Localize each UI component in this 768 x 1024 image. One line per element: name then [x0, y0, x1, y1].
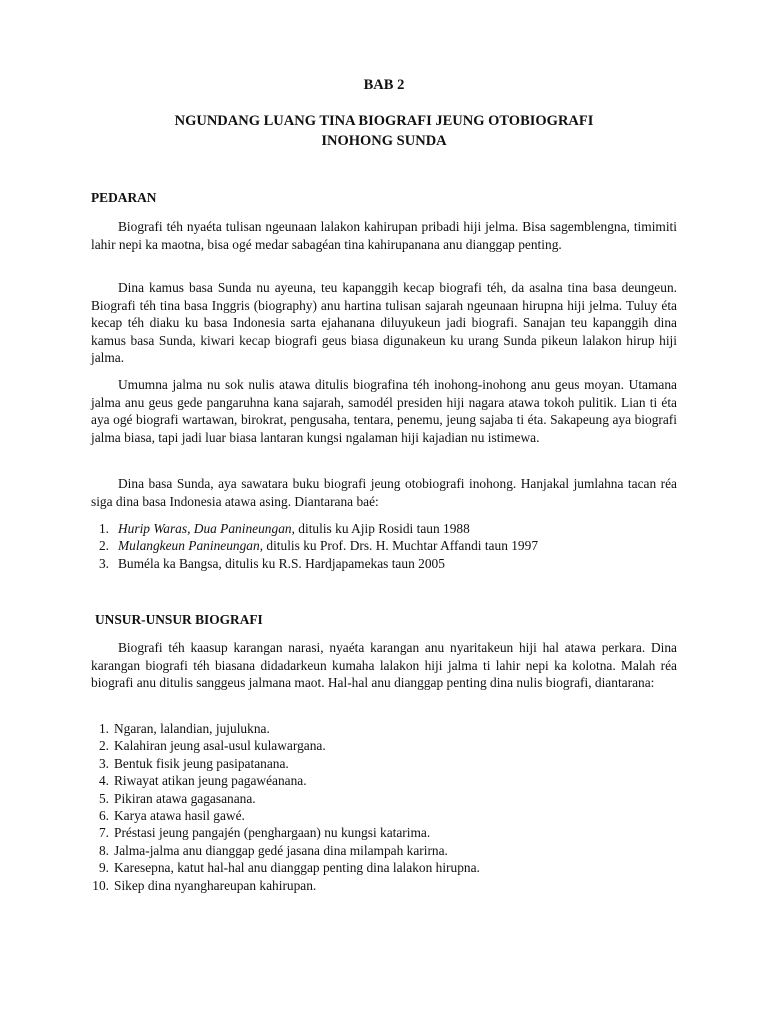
list-item: 10. Sikep dina nyanghareupan kahirupan.	[92, 877, 317, 893]
element-list	[87, 720, 673, 894]
list-item: 7. Préstasi jeung pangajén (penghargaan) nu kungsi katarima.	[98, 825, 431, 841]
book-title: Hurip Waras, Dua Panineungan	[118, 521, 292, 536]
chapter-title	[0, 111, 768, 151]
list-item: 1. Hurip Waras, Dua Panineungan, ditulis ku Ajip Rosidi taun 1988	[98, 521, 470, 536]
list-item: 2. Mulangkeun Panineungan, ditulis ku Prof. Drs. H. Muchtar Affandi taun 1997	[98, 538, 539, 554]
paragraph-3: Umumna jalma nu sok nulis atawa ditulis biografina téh inohong-inohong anu geus moyan. Utamana jalma anu geus gede pangaruhna kana sajarah, samodél presiden hiji nagara atawa tokoh pulitik. Lian ti éta aya ogé biografi wartawan, birokrat, pengusaha, tentara, penemu, jeung sajaba ti éta. Sakapeung aya biografi jalma biasa, tapi jadi luar biasa lantaran kungsi ngalaman hiji kajadian nu istimewa.	[91, 377, 677, 445]
chapter-title-line-1: NGUNDANG LUANG TINA BIOGRAFI JEUNG OTOBIOGRAFI	[174, 113, 594, 129]
list-item: 5. Pikiran atawa gagasanana.	[98, 790, 256, 806]
list-item: 3. Bentuk fisik jeung pasipatanana.	[98, 755, 289, 771]
list-item: 2. Kalahiran jeung asal-usul kulawargana.	[98, 738, 326, 754]
chapter-label: BAB 2	[363, 77, 405, 93]
list-item: 1. Ngaran, lalandian, jujulukna.	[98, 721, 270, 736]
section-heading-unsur: UNSUR-UNSUR BIOGRAFI	[95, 612, 263, 627]
list-item: 4. Riwayat atikan jeung pagawéanana.	[98, 773, 307, 789]
book-title: Mulangkeun Panineungan	[118, 538, 260, 554]
section-heading-pedaran: PEDARAN	[91, 190, 157, 205]
paragraph-4: Dina basa Sunda, aya sawatara buku biografi jeung otobiografi inohong. Hanjakal jumlahna tacan réa siga dina basa Indonesia atawa asing. Diantarana baé:	[91, 476, 677, 509]
paragraph-5: Biografi téh kaasup karangan narasi, nyaéta karangan anu nyaritakeun hiji hal atawa perkara. Dina karangan biografi téh biasana didadarkeun kumaha lalakon hiji jalma ti lahir nepi ka kolotna. Malah réa biografi anu ditulis sanggeus jalmana maot. Hal-hal anu dianggap penting dina nulis biografi, diantarana:	[91, 640, 677, 691]
list-item: 3. Buméla ka Bangsa, ditulis ku R.S. Hardjapamekas taun 2005	[98, 555, 445, 571]
list-item: 6. Karya atawa hasil gawé.	[98, 808, 245, 824]
paragraph-2: Dina kamus basa Sunda nu ayeuna, teu kapanggih kecap biografi téh, da asalna tina basa deungeun. Biografi téh tina basa Inggris (biography) anu hartina tulisan sajarah ngeunaan hirupna hiji jelma. Tuluy éta kecap téh diaku ku basa Indonesia sarta ejahanana diluyukeun jadi biografi. Sanajan teu kapanggih dina kamus basa Sunda, kiwari kecap biografi geus biasa digunakeun ku urang Sunda pikeun lalakon hirup hiji jalma.	[91, 280, 677, 366]
paragraph-1: Biografi téh nyaéta tulisan ngeunaan lalakon kahirupan pribadi hiji jelma. Bisa sagemblengna, timimiti lahir nepi ka maotna, bisa ogé medar sabagéan tina kahirupanana anu dianggap penting.	[91, 219, 677, 252]
book-list	[91, 520, 677, 572]
list-item: 8. Jalma-jalma anu dianggap gedé jasana dina milampah karirna.	[98, 842, 448, 858]
list-item: 9. Karesepna, katut hal-hal anu dianggap penting dina lalakon hirupna.	[98, 860, 480, 876]
chapter-title-line-2: INOHONG SUNDA	[321, 133, 447, 149]
